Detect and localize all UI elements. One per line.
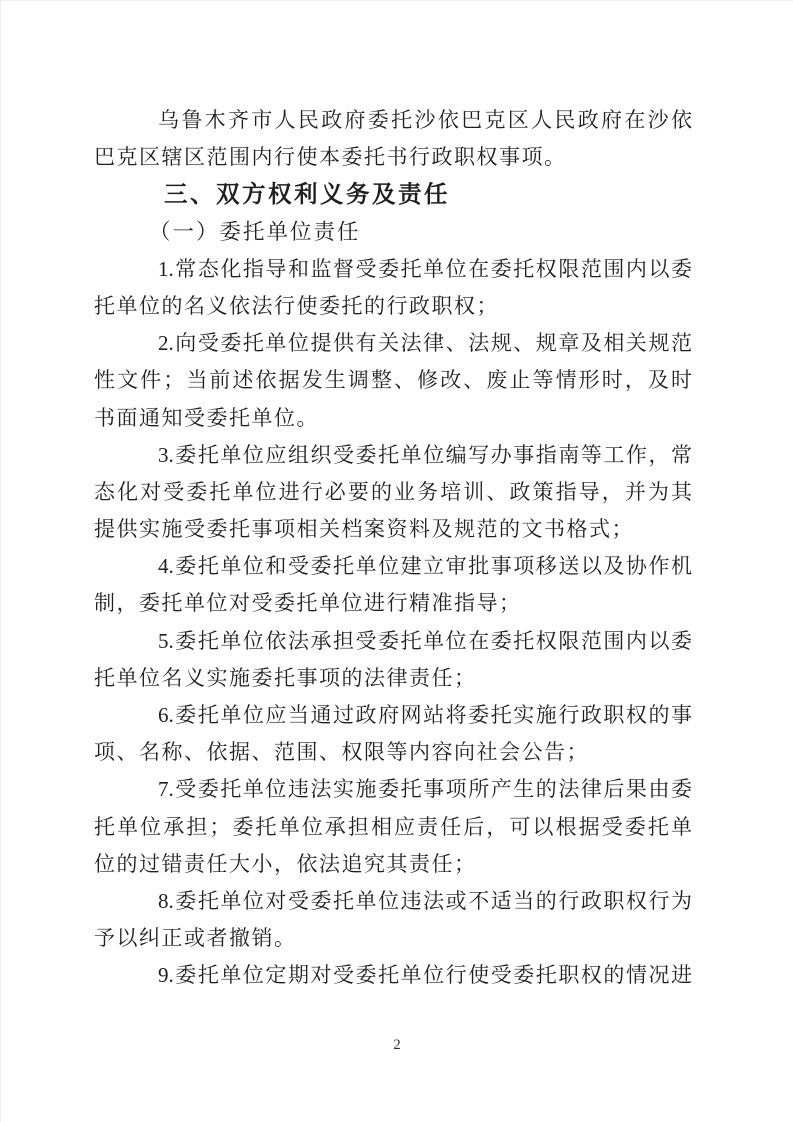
paragraph-line: 1.常态化指导和监督受委托单位在委托权限范围内以委: [158, 256, 692, 281]
paragraph-line: 9.委托单位定期对受委托单位行使受委托职权的情况进: [158, 963, 692, 988]
paragraph-line: 5.委托单位依法承担受委托单位在委托权限范围内以委: [158, 628, 692, 653]
paragraph-line: 位的过错责任大小，依法追究其责任；: [94, 851, 477, 876]
paragraph-line: 7.受委托单位违法实施委托事项所产生的法律后果由委: [158, 777, 692, 802]
paragraph-line: 项、名称、依据、范围、权限等内容向社会公告；: [94, 740, 589, 765]
paragraph-line: 4.委托单位和受委托单位建立审批事项移送以及协作机: [158, 554, 692, 579]
paragraph-line: 巴克区辖区范围内行使本委托书行政职权事项。: [94, 145, 567, 170]
subsection-heading: （一）委托单位责任: [149, 219, 361, 244]
paragraph-line: 3.委托单位应组织受委托单位编写办事指南等工作，常: [158, 442, 692, 467]
paragraph-line: 性文件；当前述依据发生调整、修改、废止等情形时，及时: [94, 368, 692, 393]
section-heading: 三、双方权利义务及责任: [164, 181, 450, 208]
paragraph-line: 书面通知受委托单位。: [94, 405, 319, 430]
paragraph-line: 态化对受委托单位进行必要的业务培训、政策指导，并为其: [94, 479, 692, 504]
paragraph-line: 制，委托单位对受委托单位进行精准指导；: [94, 591, 522, 616]
paragraph-line: 2.向受委托单位提供有关法律、法规、规章及相关规范: [158, 331, 692, 356]
paragraph-line: 托单位名义实施委托事项的法律责任；: [94, 665, 477, 690]
paragraph-line: 提供实施受委托事项相关档案资料及规范的文书格式；: [94, 517, 634, 542]
paragraph-line: 托单位承担；委托单位承担相应责任后，可以根据受委托单: [94, 814, 692, 839]
document-body-text: [94, 102, 692, 995]
paragraph-line: 予以纠正或者撤销。: [94, 926, 297, 951]
paragraph-line: 托单位的名义依法行使委托的行政职权；: [94, 293, 499, 318]
paragraph-line: 6.委托单位应当通过政府网站将委托实施行政职权的事: [158, 703, 692, 727]
page-number: 2: [393, 1037, 401, 1053]
paragraph-line: 8.委托单位对受委托单位违法或不适当的行政职权行为: [158, 888, 692, 913]
paragraph-line: 乌鲁木齐市人民政府委托沙依巴克区人民政府在沙依: [158, 108, 692, 132]
